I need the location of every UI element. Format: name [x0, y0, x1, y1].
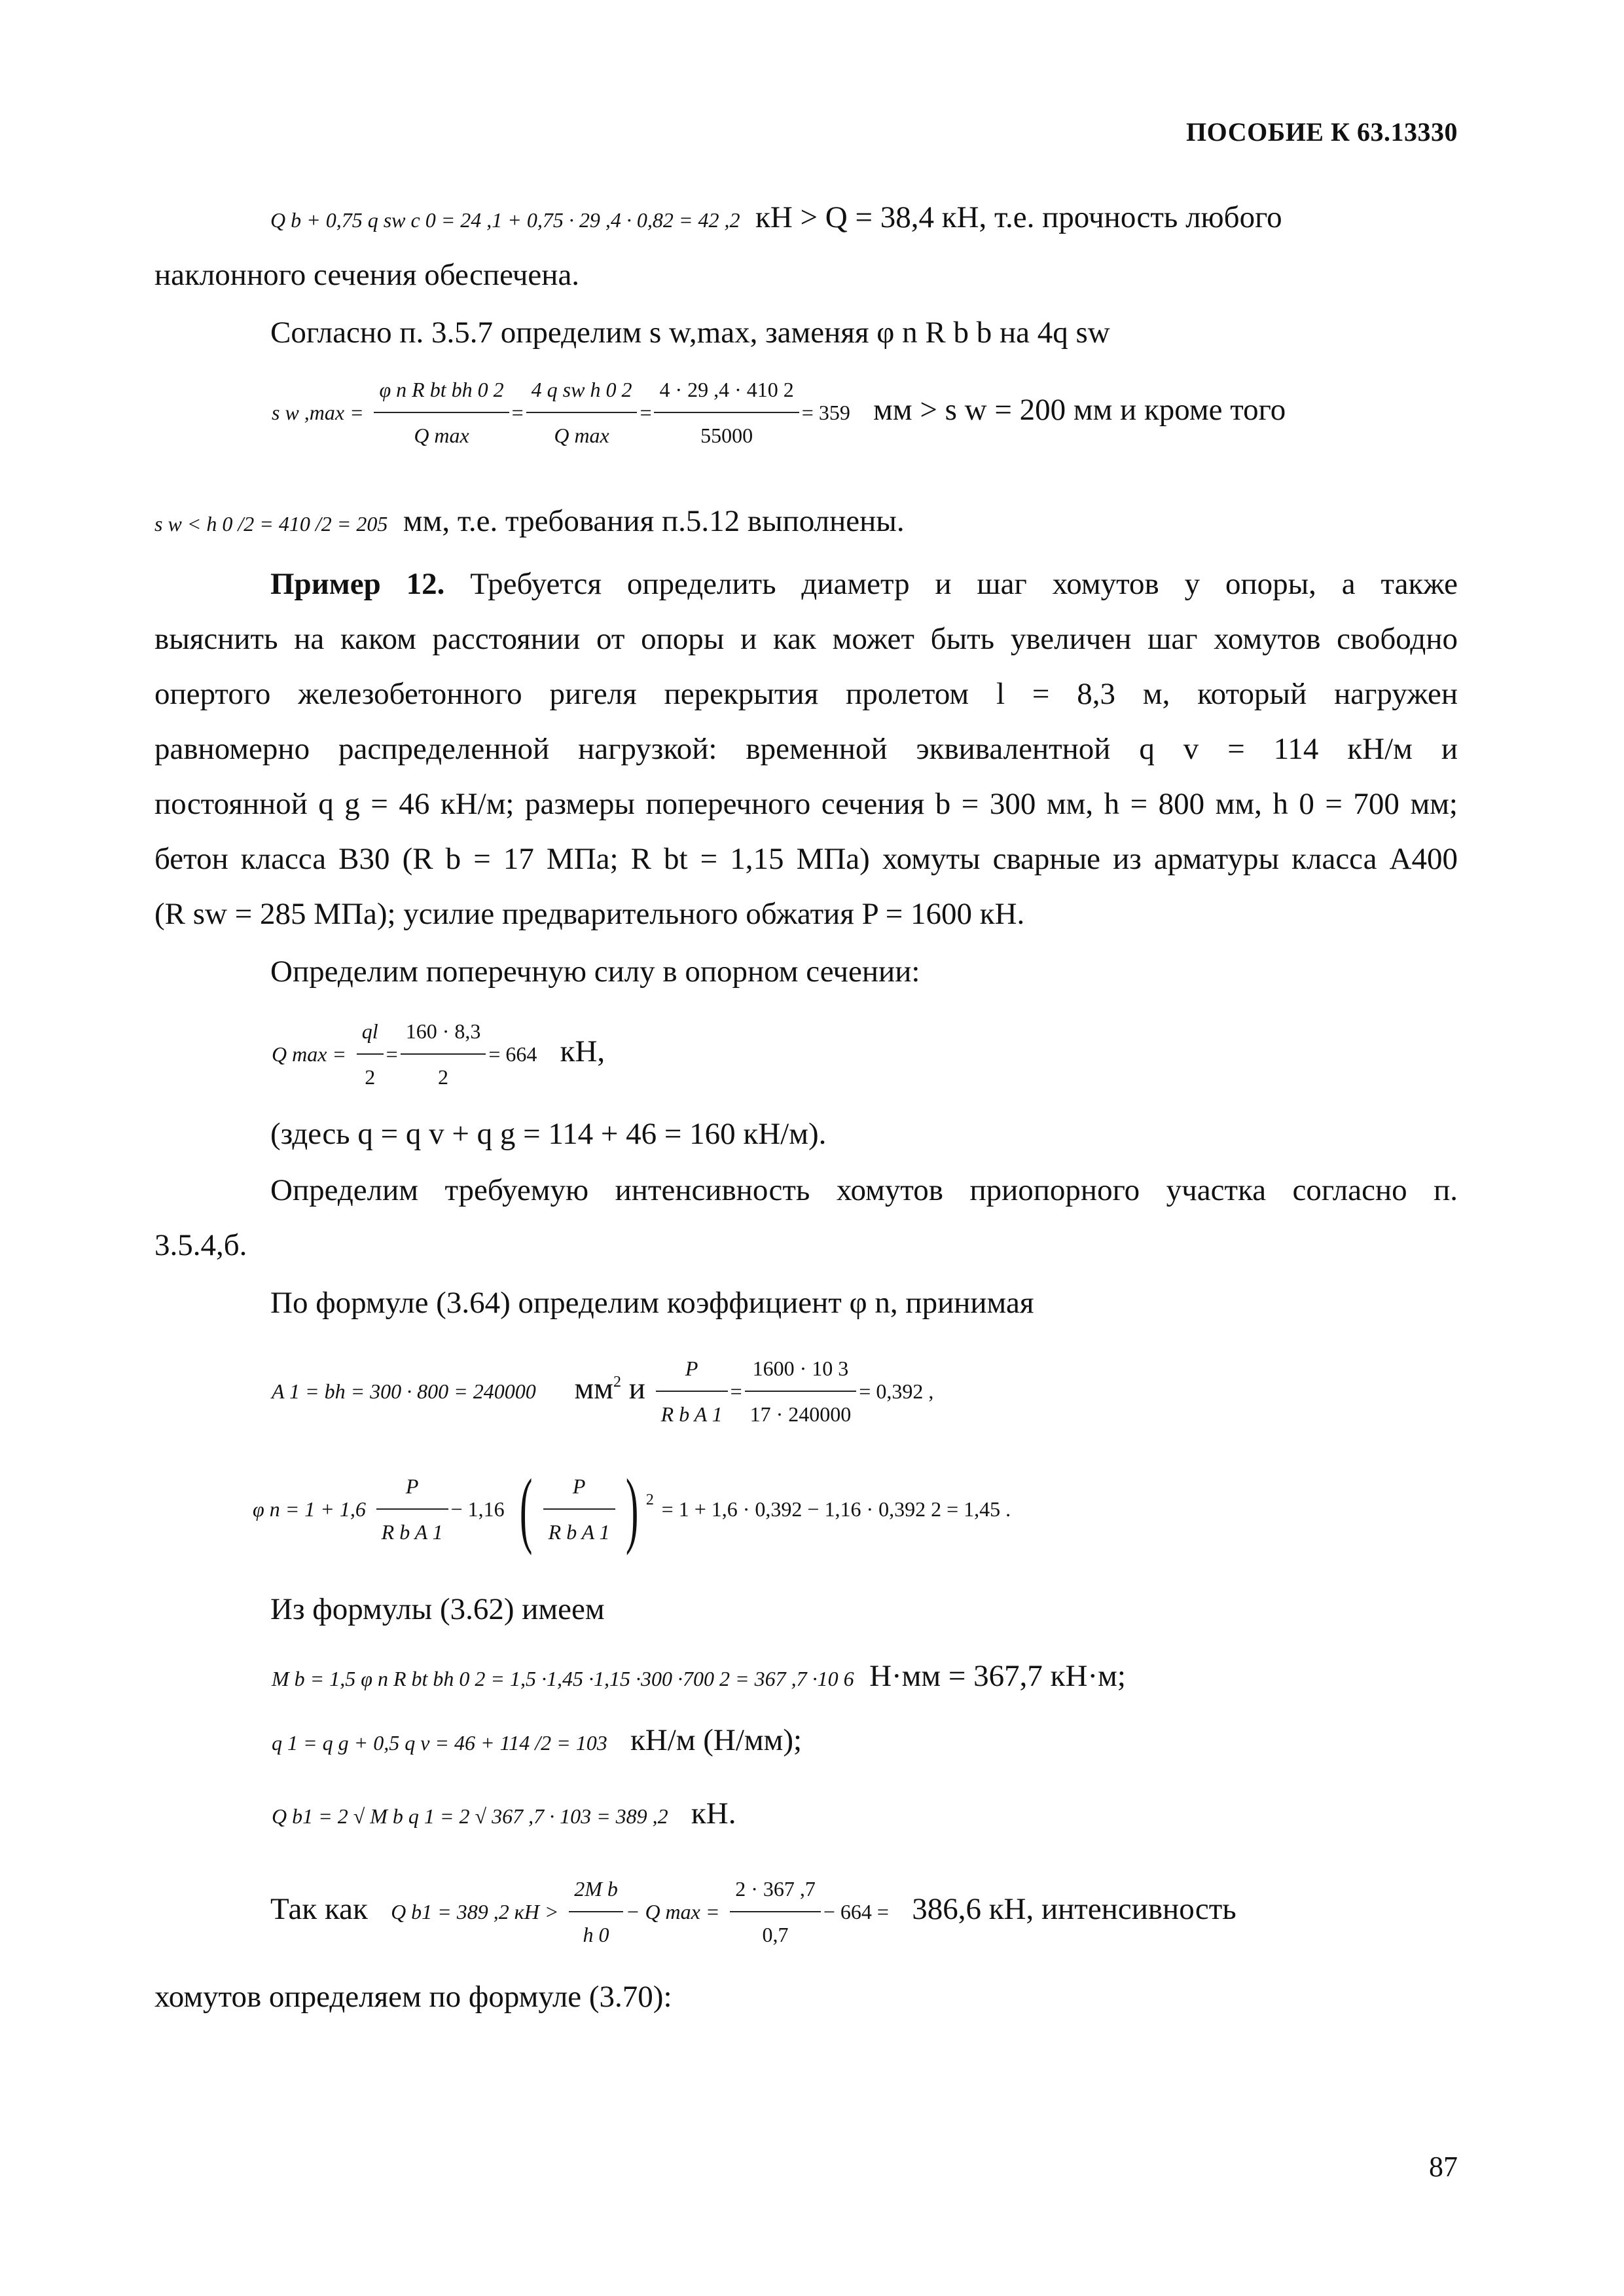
equation-tail: кН/м (Н/мм); — [630, 1723, 803, 1757]
fraction — [357, 1011, 384, 1097]
equation-line-6 — [253, 1462, 1458, 1571]
fraction-numerator: φ n R bt bh 0 2 — [374, 370, 509, 413]
equation-unit-exponent: 2 — [613, 1373, 621, 1391]
equation-line-1 — [270, 198, 1458, 240]
example-line: опертого железобетонного ригеля перекрытия пролетом l = 8,3 м, который нагружен — [154, 677, 1458, 711]
equation-line-7 — [272, 1656, 1458, 1698]
equation-unit: мм — [574, 1371, 613, 1406]
example-text: Требуется определить диаметр и шаг хомутов у опоры, а также — [470, 567, 1458, 601]
equation-operator: − 1,16 — [450, 1497, 505, 1521]
equation-formula: s w < h 0 /2 = 410 /2 = 205 — [154, 512, 388, 536]
page-header: ПОСОБИЕ К 63.13330 — [1186, 117, 1458, 147]
equation-tail: Н·мм = 367,7 кН·м; — [869, 1659, 1126, 1693]
paragraph-line: (здесь q = q v + q g = 114 + 46 = 160 кН/м). — [270, 1117, 827, 1151]
equation-tail: 386,6 кН, интенсивность — [912, 1891, 1236, 1926]
fraction-numerator: 4 · 29 ,4 · 410 2 — [654, 370, 799, 413]
paragraph-line: хомутов определяем по формуле (3.70): — [154, 1980, 672, 2014]
equation-tail: мм, т.е. требования п.5.12 выполнены. — [403, 504, 905, 538]
fraction-numerator: 1600 · 10 3 — [745, 1349, 857, 1392]
equation-exponent: 2 — [645, 1491, 654, 1508]
equation-result: = 0,392 , — [859, 1379, 934, 1403]
equation-result: = 1 + 1,6 · 0,392 − 1,16 · 0,392 2 = 1,45 . — [661, 1497, 1011, 1521]
fraction-numerator: P — [543, 1467, 615, 1510]
fraction-denominator: 0,7 — [762, 1923, 789, 1946]
equation-result: = 359 — [801, 400, 850, 424]
equation-tail: кН. — [691, 1796, 736, 1831]
equation-lhs: Q b1 = 389 ,2 кН > — [391, 1899, 559, 1923]
fraction-denominator: Q max — [414, 424, 469, 447]
fraction — [543, 1467, 615, 1552]
equation-line-9 — [272, 1794, 1458, 1836]
fraction — [374, 370, 509, 455]
fraction-denominator: h 0 — [583, 1923, 609, 1946]
paragraph-line: 3.5.4,б. — [154, 1228, 247, 1262]
example-line: бетон класса В30 (R b = 17 МПа; R bt = 1,15 МПа) хомуты сварные из арматуры класса А400 — [154, 842, 1458, 876]
fraction-denominator: 2 — [365, 1065, 376, 1089]
paragraph-line: Определим требуемую интенсивность хомутов приопорного участка согласно п. — [270, 1173, 1458, 1207]
fraction-numerator: 160 · 8,3 — [401, 1011, 486, 1055]
equation-line-5: A 1 = bh = 300 · 800 = 240000 $мм^2$ и $\frac{P}{\text{R b A 1}}$ = $\frac{1600 \cdot 10 3}{17 \cdot 240000}$ = 0,392 , — [272, 1349, 1458, 1440]
equation-formula: Q b1 = 2 √ M b q 1 = 2 √ 367 ,7 · 103 = 389 ,2 — [272, 1804, 668, 1828]
equation-conjunction: и — [628, 1371, 645, 1406]
fraction-denominator: R b A 1 — [381, 1520, 443, 1544]
equation-line-3 — [154, 501, 1458, 543]
equation-lhs: s w ,max = — [272, 400, 364, 424]
equation-result: − 664 = — [823, 1899, 889, 1923]
fraction-numerator: 4 q sw h 0 2 — [526, 370, 638, 413]
equation-result: = 664 — [488, 1042, 537, 1066]
paragraph-line: Из формулы (3.62) имеем — [270, 1592, 605, 1626]
fraction-numerator: 2M b — [569, 1869, 623, 1912]
equation-line-2: s w ,max = $\frac{\text{φ n R bt bh 0 2}}{\text{Q max}}$ = $\frac{\text{4 q sw h 0 2}}{\text{Q max}}$ = $\frac{4 \cdot 29 ,4 \cdot 410 2}{55000}$ = 359 мм > s w = 200 мм и кроме того — [272, 370, 1458, 462]
equation-line-4: Q max = $\frac{ql}{2}$ = $\frac{160 \cdot 8,3}{2}$ = 664 кН, — [272, 1011, 1458, 1103]
fraction-numerator: 2 · 367 ,7 — [730, 1869, 821, 1912]
left-parenthesis: ( — [520, 1462, 533, 1556]
paragraph-line: По формуле (3.64) определим коэффициент φ n, принимая — [270, 1286, 1034, 1320]
equation-lhs: Q max = — [272, 1042, 347, 1066]
equation-unit: кН, — [560, 1034, 605, 1068]
fraction — [745, 1349, 857, 1434]
equation-tail: кН > Q = 38,4 кН, т.е. прочность любого — [755, 200, 1282, 234]
fraction — [654, 370, 799, 455]
equation-lead: Так как — [270, 1891, 368, 1926]
equation-lhs: φ n = 1 + 1,6 — [253, 1497, 366, 1521]
fraction — [401, 1011, 486, 1097]
example-line: постоянной q g = 46 кН/м; размеры поперечного сечения b = 300 мм, h = 800 мм, h 0 = 700 мм; — [154, 787, 1458, 821]
equation-formula: q 1 = q g + 0,5 q v = 46 + 114 /2 = 103 — [272, 1731, 607, 1755]
example-line — [270, 564, 1458, 604]
fraction-denominator: 2 — [438, 1065, 449, 1089]
example-line: выяснить на каком расстоянии от опоры и как может быть увеличен шаг хомутов свободно — [154, 622, 1458, 656]
paragraph-line: Определим поперечную силу в опорном сечении: — [270, 955, 920, 989]
example-label: Пример 12. — [270, 567, 445, 601]
fraction-numerator: ql — [357, 1011, 384, 1055]
equation-line-8 — [272, 1721, 1458, 1762]
fraction-denominator: R b A 1 — [660, 1402, 723, 1426]
example-line: равномерно распределенной нагрузкой: временной эквивалентной q v = 114 кН/м и — [154, 732, 1458, 766]
fraction-numerator: P — [376, 1467, 448, 1510]
example-line: (R sw = 285 МПа); усилие предварительного обжатия P = 1600 кН. — [154, 897, 1025, 931]
fraction — [569, 1869, 623, 1954]
equation-formula: M b = 1,5 φ n R bt bh 0 2 = 1,5 ·1,45 ·1,15 ·300 ·700 2 = 367 ,7 ·10 6 — [272, 1667, 854, 1690]
fraction-denominator: Q max — [554, 424, 609, 447]
fraction — [656, 1349, 728, 1434]
fraction-denominator: 55000 — [700, 424, 753, 447]
right-parenthesis: ) — [625, 1462, 638, 1556]
paragraph-line: Согласно п. 3.5.7 определим s w,max, заменяя φ n R b b на 4q sw — [270, 316, 1110, 350]
equation-formula: A 1 = bh = 300 · 800 = 240000 — [272, 1379, 536, 1403]
fraction — [730, 1869, 821, 1954]
fraction — [526, 370, 638, 455]
fraction-denominator: R b A 1 — [548, 1520, 610, 1544]
equation-tail: мм > s w = 200 мм и кроме того — [873, 392, 1286, 427]
fraction — [376, 1467, 448, 1552]
page-number: 87 — [1429, 2151, 1458, 2183]
fraction-numerator: P — [656, 1349, 728, 1392]
paragraph-line: наклонного сечения обеспечена. — [154, 258, 580, 292]
equation-formula: Q b + 0,75 q sw c 0 = 24 ,1 + 0,75 · 29 ,4 · 0,82 = 42 ,2 — [270, 208, 740, 232]
equation-line-10 — [270, 1869, 1458, 1961]
fraction-denominator: 17 · 240000 — [749, 1402, 852, 1426]
equation-operator: − Q max = — [625, 1899, 720, 1923]
